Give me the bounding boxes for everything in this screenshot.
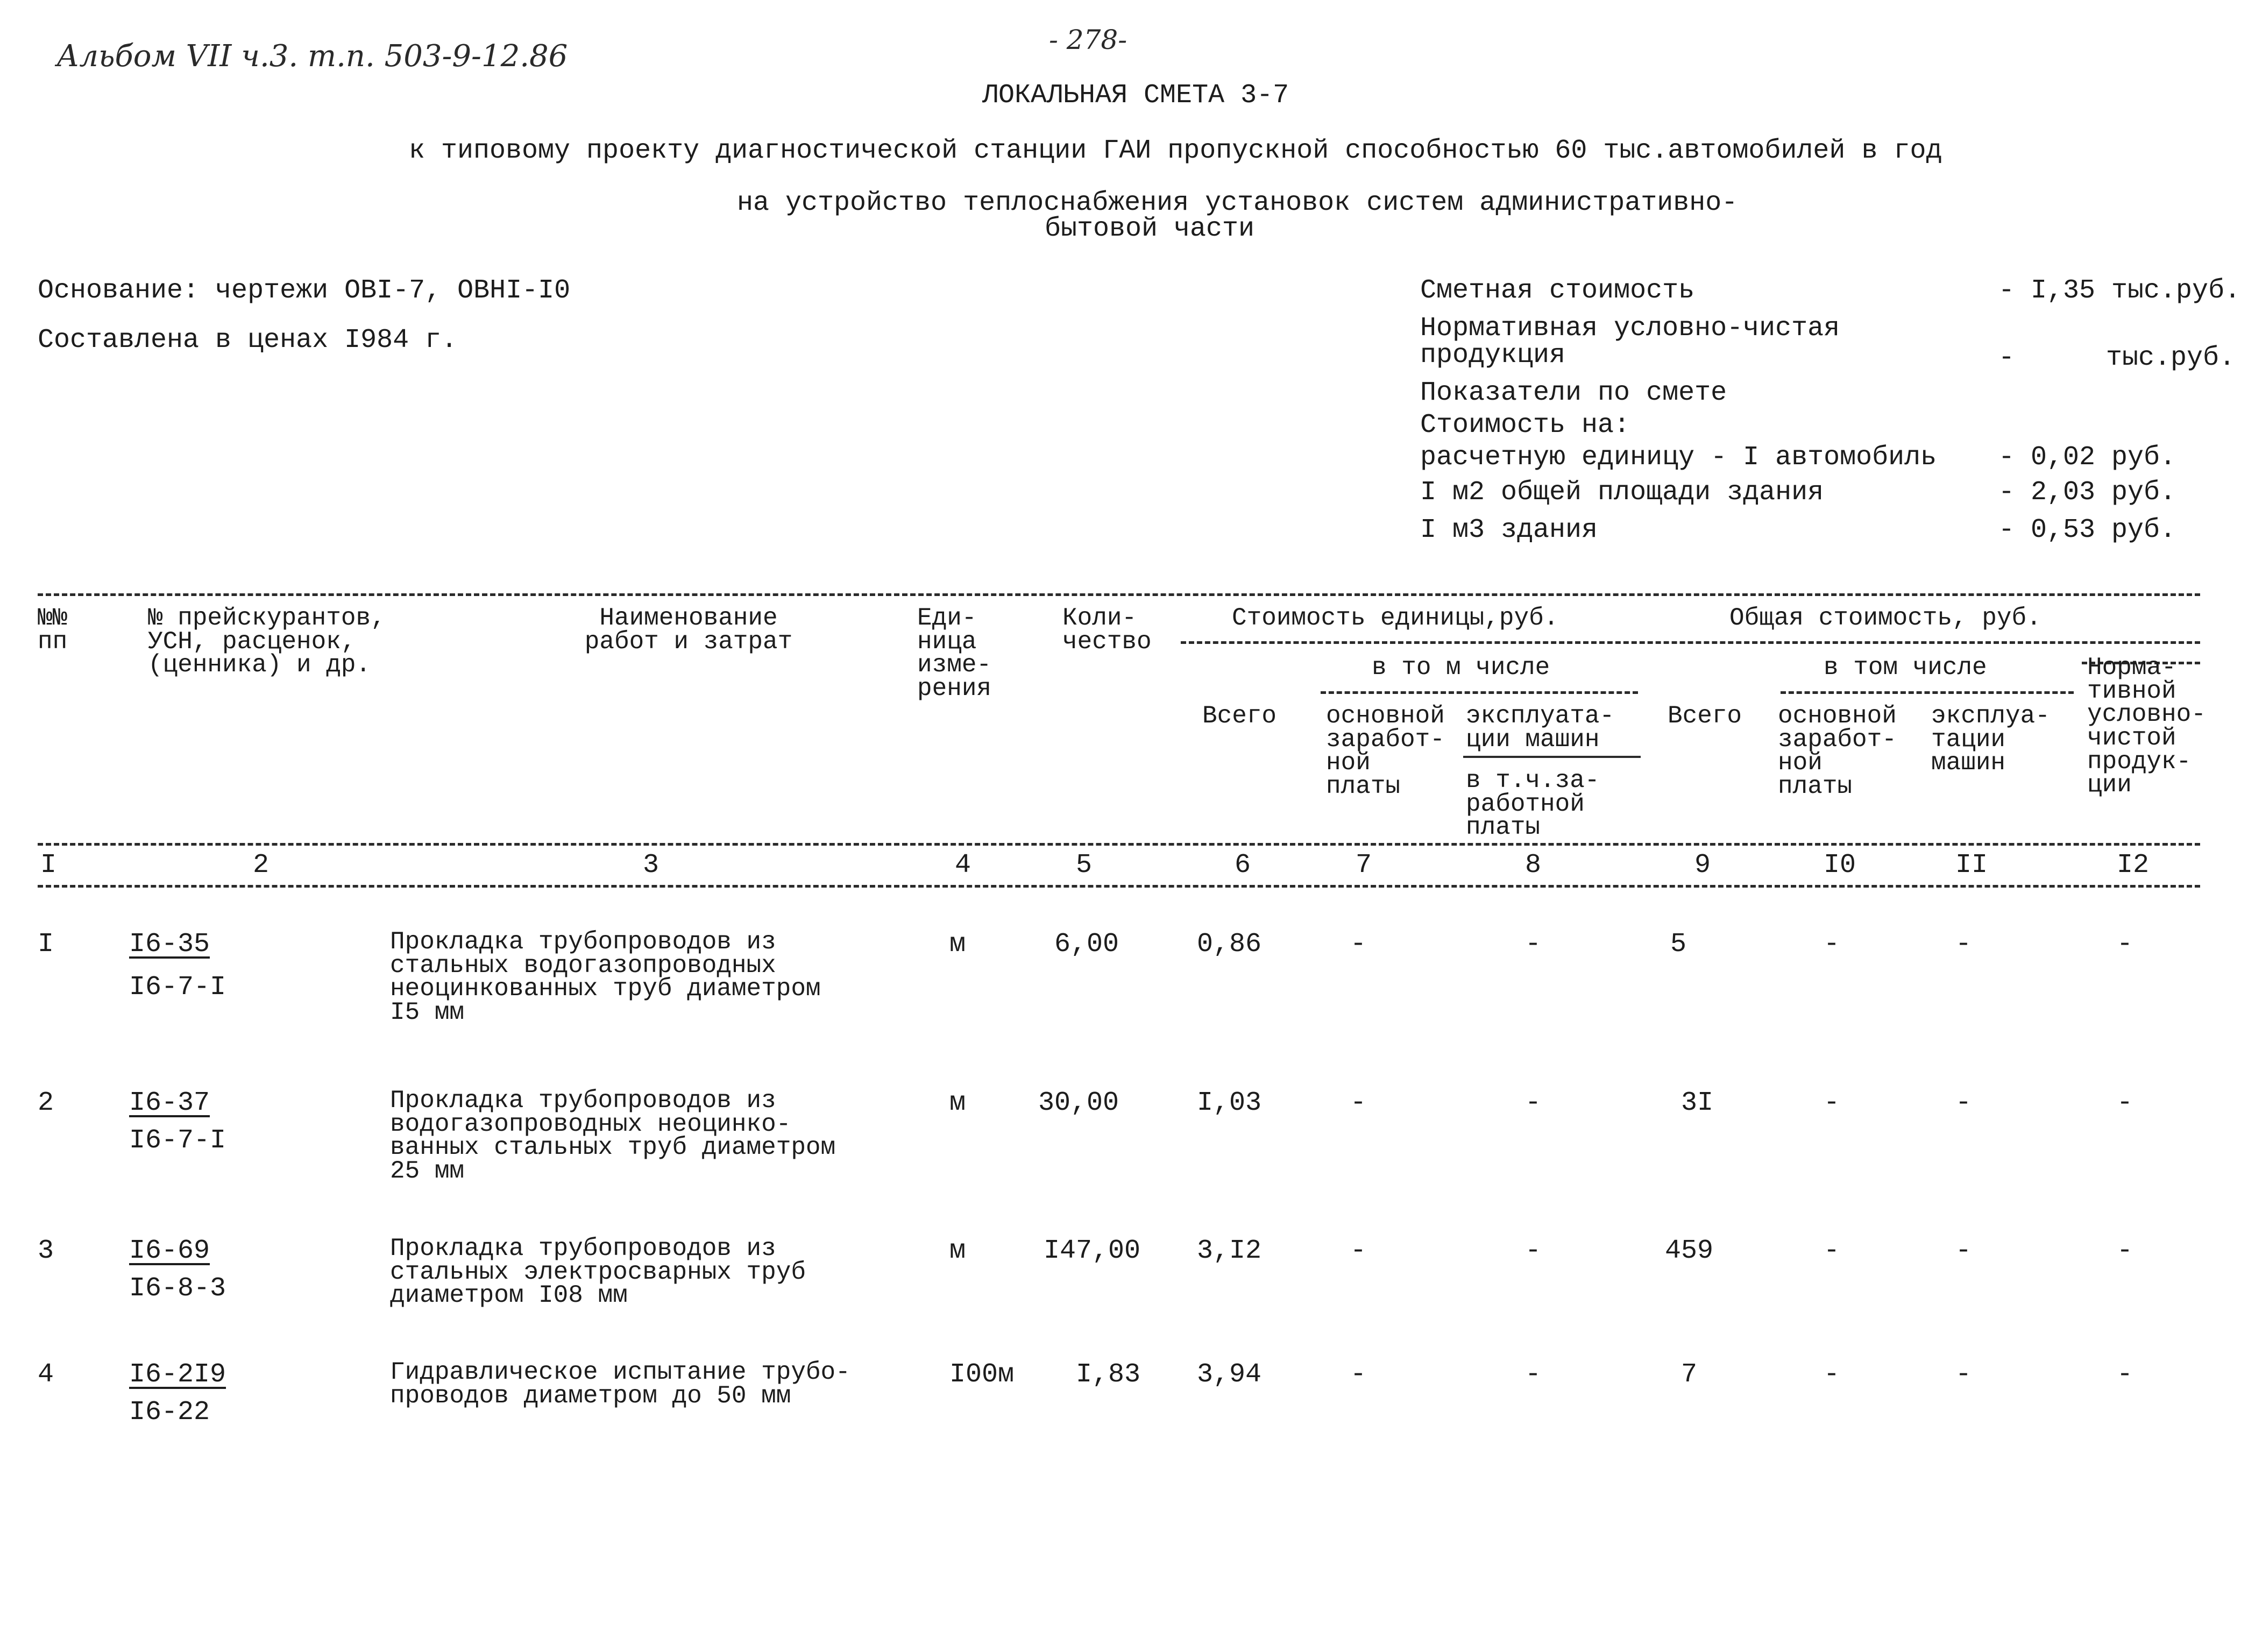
row-total-machines: - bbox=[1955, 929, 1972, 960]
col-number: II bbox=[1955, 850, 1988, 881]
row-number: 2 bbox=[38, 1088, 54, 1118]
row-unit: м bbox=[949, 1236, 966, 1266]
row-total: 3I bbox=[1681, 1088, 1714, 1118]
col-number: 3 bbox=[642, 850, 659, 881]
row-total: 7 bbox=[1681, 1359, 1698, 1390]
header-total-cost: Общая стоимость, руб. bbox=[1729, 604, 2041, 632]
row-unit-total: 0,86 bbox=[1197, 929, 1262, 960]
header-unit-machines: эксплуата- ции машин bbox=[1466, 702, 1615, 754]
row-code-top: I6-69 bbox=[129, 1236, 210, 1266]
row-code-bottom: I6-7-I bbox=[129, 1125, 226, 1156]
row-unit-total: 3,I2 bbox=[1197, 1236, 1262, 1266]
row-code-top: I6-37 bbox=[129, 1088, 210, 1118]
row-unit-total: 3,94 bbox=[1197, 1359, 1262, 1390]
row-unit-wages: - bbox=[1350, 929, 1366, 960]
header-incl-unit: в то м числе bbox=[1372, 654, 1550, 682]
row-code-top: I6-35 bbox=[129, 929, 210, 960]
row-code-bottom: I6-7-I bbox=[129, 972, 226, 1003]
page-number: - 278- bbox=[1049, 24, 1128, 55]
col-number: I2 bbox=[2116, 850, 2149, 881]
col-number: 8 bbox=[1524, 850, 1541, 881]
header-unit: Еди- ница изме- рения bbox=[917, 604, 992, 703]
row-total-wages: - bbox=[1823, 1236, 1840, 1266]
row-total: 5 bbox=[1670, 929, 1687, 960]
document-title: ЛОКАЛЬНАЯ СМЕТА 3-7 bbox=[982, 80, 1289, 111]
row-unit-wages: - bbox=[1350, 1359, 1366, 1390]
per-m3-label: I м3 здания bbox=[1420, 515, 1598, 545]
row-code-bottom: I6-22 bbox=[129, 1397, 210, 1428]
header-work-name: Наименование работ и затрат bbox=[584, 604, 793, 656]
row-unit-total: I,03 bbox=[1197, 1088, 1262, 1118]
col-number: 6 bbox=[1234, 850, 1251, 881]
row-unit-machines: - bbox=[1524, 1088, 1541, 1118]
row-quantity: I47,00 bbox=[1043, 1236, 1140, 1266]
row-unit-wages: - bbox=[1350, 1088, 1366, 1118]
col-number: 2 bbox=[252, 850, 269, 881]
col-number: I bbox=[40, 850, 56, 881]
row-unit: м bbox=[949, 929, 966, 960]
header-quantity: Коли- чество bbox=[1062, 604, 1152, 656]
header-unit-total: Всего bbox=[1202, 702, 1277, 730]
header-total-machines: эксплуа- тации машин bbox=[1931, 702, 2050, 777]
cost-on-label: Стоимость на: bbox=[1420, 410, 1630, 441]
header-norm-production: Норма- тивной условно- чистой продук- ции bbox=[2087, 654, 2206, 799]
norm-production-label-line1: Нормативная условно-чистая bbox=[1420, 313, 1840, 344]
header-rule-incl2 bbox=[1781, 691, 2074, 694]
row-unit-machines: - bbox=[1524, 1236, 1541, 1266]
row-number: 3 bbox=[38, 1236, 54, 1266]
norm-production-unit: тыс.руб. bbox=[2106, 343, 2236, 373]
prices-text: Составлена в ценах I984 г. bbox=[38, 325, 458, 356]
row-work-name: Прокладка трубопроводов из стальных водогазопроводных неоцинкованных труб диаметром I5 мм bbox=[390, 928, 821, 1027]
row-code-bottom: I6-8-3 bbox=[129, 1273, 226, 1304]
header-rule-cost-groups bbox=[1181, 641, 2200, 644]
row-total-wages: - bbox=[1823, 929, 1840, 960]
col-number: 7 bbox=[1355, 850, 1372, 881]
indicators-label: Показатели по смете bbox=[1420, 378, 1727, 408]
row-unit: м bbox=[949, 1088, 966, 1118]
per-m2-value: - 2,03 руб. bbox=[1998, 477, 2176, 508]
header-row-number: №№ пп bbox=[38, 604, 68, 656]
header-price-list: № прейскурантов, УСН, расценок, (ценника) и др. bbox=[148, 604, 386, 679]
row-quantity: I,83 bbox=[1075, 1359, 1140, 1390]
estimated-cost-label: Сметная стоимость bbox=[1420, 275, 1695, 306]
row-total: 459 bbox=[1665, 1236, 1714, 1266]
row-number: 4 bbox=[38, 1359, 54, 1390]
document-purpose-line2: бытовой части bbox=[1045, 214, 1255, 244]
col-number: 4 bbox=[954, 850, 971, 881]
header-rule-incl1 bbox=[1321, 691, 1638, 694]
per-unit-label: расчетную единицу - I автомобиль bbox=[1420, 442, 1937, 473]
row-quantity: 6,00 bbox=[1054, 929, 1119, 960]
per-m3-value: - 0,53 руб. bbox=[1998, 515, 2176, 545]
per-m2-label: I м2 общей площади здания bbox=[1420, 477, 1824, 508]
row-code-top: I6-2I9 bbox=[129, 1359, 226, 1390]
col-number: 9 bbox=[1694, 850, 1711, 881]
row-norm-production: - bbox=[2116, 1236, 2133, 1266]
row-total-machines: - bbox=[1955, 1359, 1972, 1390]
document-purpose-line1: на устройство теплоснабжения установок систем административно- bbox=[737, 188, 1738, 218]
row-quantity: 30,00 bbox=[1038, 1088, 1119, 1118]
row-unit-machines: - bbox=[1524, 929, 1541, 960]
row-norm-production: - bbox=[2116, 1359, 2133, 1390]
row-norm-production: - bbox=[2116, 1088, 2133, 1118]
row-total-machines: - bbox=[1955, 1236, 1972, 1266]
row-total-wages: - bbox=[1823, 1359, 1840, 1390]
colnum-bottom-rule bbox=[38, 885, 2200, 888]
header-unit-machine-wages: в т.ч.за- работной платы bbox=[1466, 767, 1600, 842]
handwritten-album-ref: Альбом VII ч.3. т.п. 503-9-12.86 bbox=[56, 39, 568, 74]
document-subtitle: к типовому проекту диагностической станции ГАИ пропускной способностью 60 тыс.автомобилей в год bbox=[409, 136, 1942, 166]
row-norm-production: - bbox=[2116, 929, 2133, 960]
header-total-all: Всего bbox=[1668, 702, 1742, 730]
col-number: I0 bbox=[1823, 850, 1856, 881]
row-unit: I00м bbox=[949, 1359, 1015, 1390]
row-work-name: Гидравлическое испытание трубо- проводов диаметром до 50 мм bbox=[390, 1358, 850, 1410]
basis-text: Основание: чертежи ОВI-7, ОВНI-I0 bbox=[38, 275, 571, 306]
table-top-rule bbox=[38, 593, 2200, 596]
header-bottom-rule bbox=[38, 843, 2200, 846]
row-unit-machines: - bbox=[1524, 1359, 1541, 1390]
norm-production-label-line2: продукция bbox=[1420, 340, 1566, 371]
header-rule-machines bbox=[1463, 756, 1641, 758]
row-work-name: Прокладка трубопроводов из водогазопроводных неоцинко- ванных стальных труб диаметром 25 мм bbox=[390, 1087, 836, 1186]
row-number: I bbox=[38, 929, 54, 960]
row-total-wages: - bbox=[1823, 1088, 1840, 1118]
row-unit-wages: - bbox=[1350, 1236, 1366, 1266]
row-total-machines: - bbox=[1955, 1088, 1972, 1118]
col-number: 5 bbox=[1075, 850, 1092, 881]
header-total-wages: основной заработ- ной платы bbox=[1778, 702, 1897, 801]
row-work-name: Прокладка трубопроводов из стальных электросварных труб диаметром I08 мм bbox=[390, 1235, 806, 1310]
estimated-cost-value: - I,35 тыс.руб. bbox=[1998, 275, 2241, 306]
norm-production-dash: - bbox=[1998, 343, 2015, 373]
header-unit-wages: основной заработ- ной платы bbox=[1326, 702, 1445, 801]
header-unit-cost: Стоимость единицы,руб. bbox=[1232, 604, 1559, 632]
per-unit-value: - 0,02 руб. bbox=[1998, 442, 2176, 473]
header-incl-total: в том числе bbox=[1824, 654, 1987, 682]
